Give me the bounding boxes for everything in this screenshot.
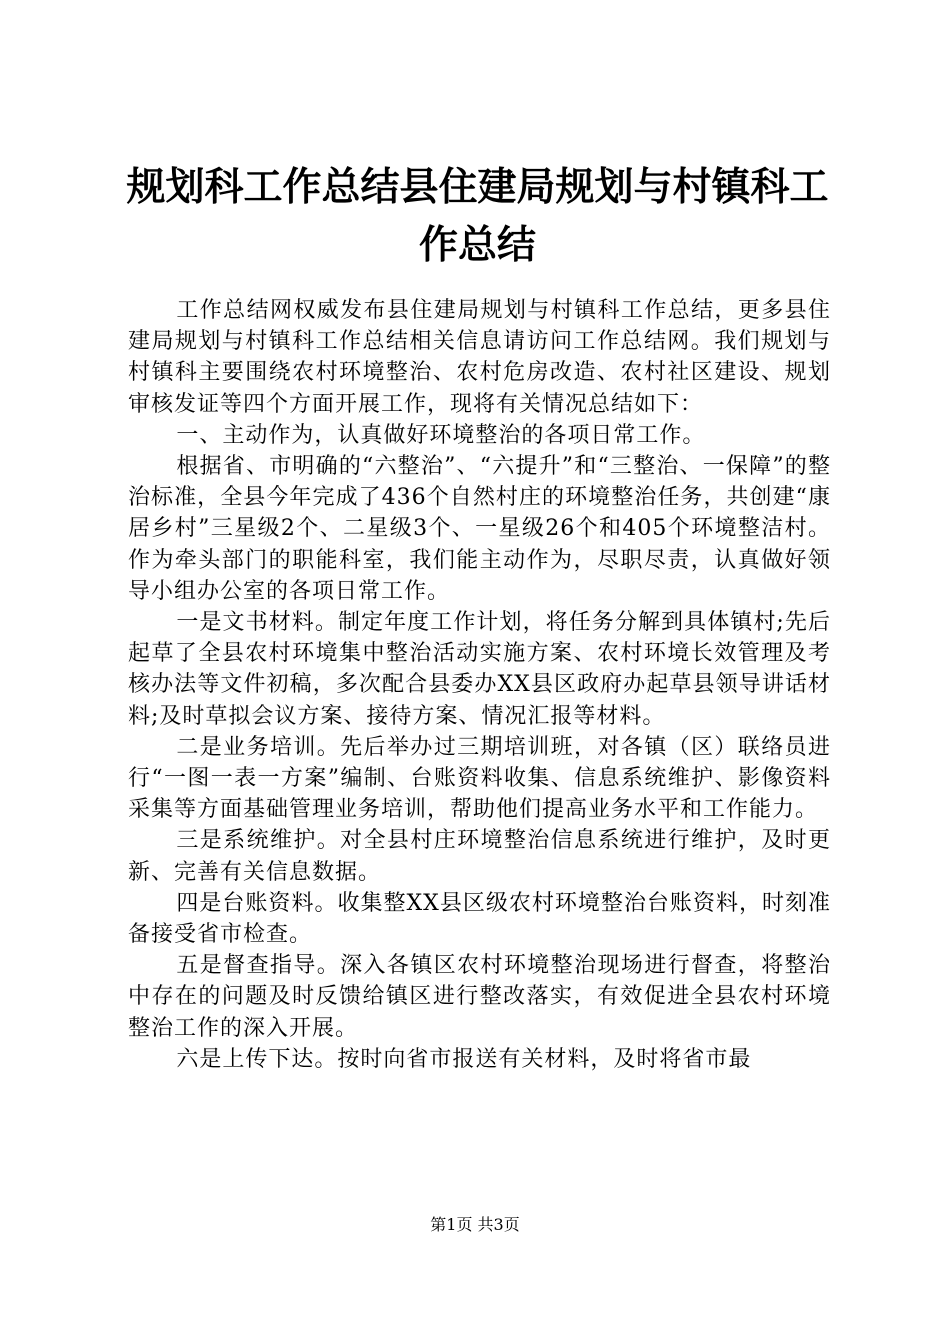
paragraph: 四是台账资料。收集整XX县区级农村环境整治台账资料，时刻准备接受省市检查。 — [128, 890, 831, 948]
paragraph: 二是业务培训。先后举办过三期培训班，对各镇（区）联络员进行“一图一表一方案”编制、台账资料收集、信息系统维护、影像资料采集等方面基础管理业务培训，帮助他们提高业务水平和工作能力。 — [128, 734, 831, 823]
page-footer: 第1页 共3页 — [430, 1215, 520, 1234]
paragraph: 工作总结网权威发布县住建局规划与村镇科工作总结，更多县住建局规划与村镇科工作总结相关信息请访问工作总结网。我们规划与村镇科主要围绕农村环境整治、农村危房改造、农村社区建设、规划审核发证等四个方面开展工作，现将有关情况总结如下： — [128, 298, 831, 417]
document-title: 规划科工作总结县住建局规划与村镇科工作总结 — [126, 164, 829, 268]
paragraph: 根据省、市明确的“六整治”、“六提升”和“三整治、一保障”的整治标准，全县今年完成了436个自然村庄的环境整治任务，共创建“康居乡村”三星级2个、二星级3个、一星级26个和405个环境整洁村。作为牵头部门的职能科室，我们能主动作为，尽职尽责，认真做好领导小组办公室的各项日常工作。 — [128, 454, 831, 604]
paragraph: 六是上传下达。按时向省市报送有关材料，及时将省市最 — [176, 1046, 752, 1072]
section-heading: 一、主动作为，认真做好环境整治的各项日常工作。 — [176, 422, 706, 448]
paragraph: 一是文书材料。制定年度工作计划，将任务分解到具体镇村;先后起草了全县农村环境集中整治活动实施方案、农村环境长效管理及考核办法等文件初稿，多次配合县委办XX县区政府办起草县领导讲话材料;及时草拟会议方案、接待方案、情况汇报等材料。 — [128, 610, 831, 729]
document-body — [128, 295, 831, 1075]
paragraph: 五是督查指导。深入各镇区农村环境整治现场进行督查，将整治中存在的问题及时反馈给镇区进行整改落实，有效促进全县农村环境整治工作的深入开展。 — [128, 953, 831, 1041]
paragraph: 三是系统维护。对全县村庄环境整治信息系统进行维护，及时更新、完善有关信息数据。 — [128, 828, 831, 885]
